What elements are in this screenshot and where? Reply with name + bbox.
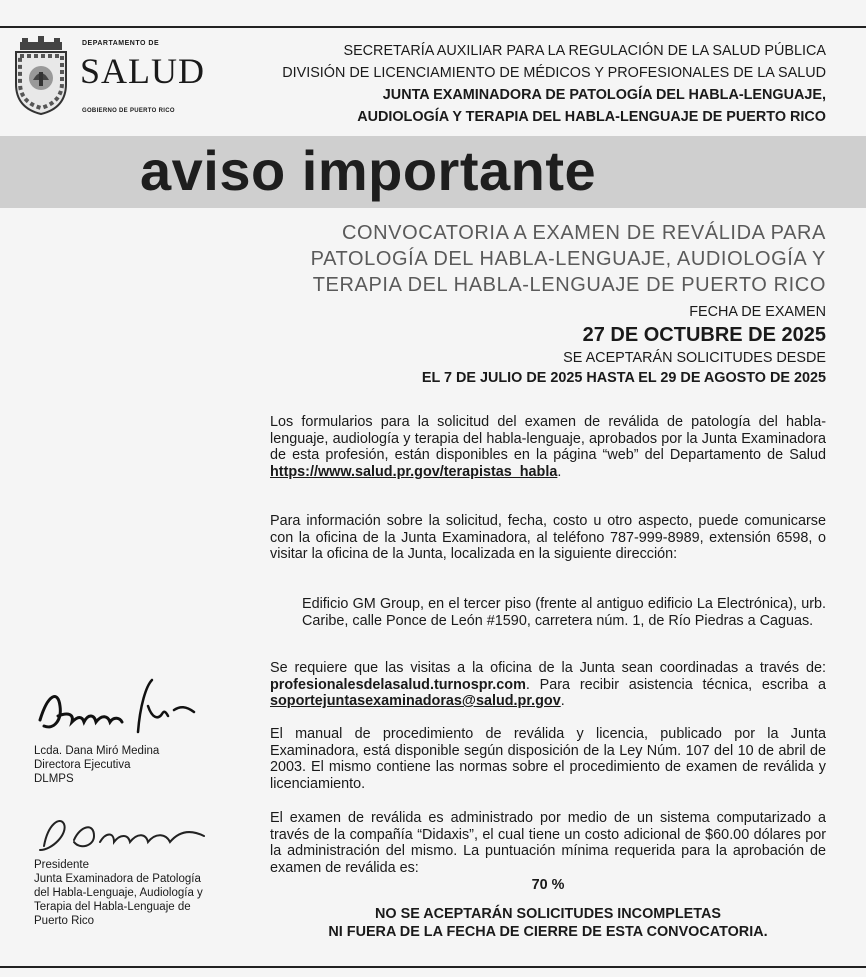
support-email-link[interactable]: soportejuntasexaminadoras@salud.pr.gov [270,693,561,709]
bottom-rule [0,966,866,968]
logo-name: SALUD [80,51,206,91]
signature-president [34,812,224,858]
paragraph-exam [270,810,826,876]
director-name: Lcda. Dana Miró Medina [34,745,160,757]
logo-department: DEPARTAMENTO DE [82,40,160,47]
paragraph-forms-end: . [557,463,562,480]
top-rule [0,26,866,28]
warning-line-1: NO SE ACEPTARÁN SOLICITUDES INCOMPLETAS [375,906,721,922]
signature-director [34,676,204,740]
director-org: DLMPS [34,773,74,785]
office-address [302,596,826,629]
convocatoria-line-3: TERAPIA DEL HABLA-LENGUAJE DE PUERTO RICO [312,274,826,296]
president-title: Presidente [34,859,89,871]
warning-line-2: NI FUERA DE LA FECHA DE CIERRE DE ESTA CONVOCATORIA. [328,924,768,940]
exam-date: 27 DE OCTUBRE DE 2025 [582,324,826,346]
director-block [34,744,159,786]
exam-dates [422,302,826,388]
agency-header [282,40,826,128]
paragraph-contact [270,513,826,563]
convocatoria-line-1: CONVOCATORIA A EXAMEN DE REVÁLIDA PARA [341,222,826,244]
logo-government: GOBIERNO DE PUERTO RICO [82,108,175,114]
president-org-line-4: Puerto Rico [34,915,95,927]
paragraph-manual-text: El manual de procedimiento de reválida y licencia, publicado por la Junta Examinadora, está disponible según disposición de la Ley Núm. 107 del 10 de abril de 2003. El mismo contiene las normas sobre el procedimiento de examen de reválida y licenciamiento. [270,726,826,792]
paragraph-visits-text: Se requiere que las visitas a la oficina de la Junta sean coordinadas a través de: [270,660,826,676]
president-org-line-2: del Habla-Lenguaje, Audiología y [34,887,203,899]
warning-block [270,905,826,941]
paragraph-forms-text: Los formularios para la solicitud del examen de reválida de patología del habla-lenguaje, audiología y terapia del habla-lenguaje, aprobados por la Junta Examinadora de esta profesión, están disponibles en la página “web” del Departamento de Salud [270,414,826,463]
header-line-1: SECRETARÍA AUXILIAR PARA LA REGULACIÓN DE LA SALUD PÚBLICA [343,43,826,59]
coat-of-arms-icon [12,36,70,116]
header-line-2: DIVISIÓN DE LICENCIAMIENTO DE MÉDICOS Y PROFESIONALES DE LA SALUD [282,65,826,81]
president-org-line-1: Junta Examinadora de Patología [34,873,201,885]
banner-title: aviso importante [140,139,597,202]
forms-link[interactable]: https://www.salud.pr.gov/terapistas_habla [270,463,558,480]
appointments-link[interactable]: profesionalesdelasalud.turnospr.com [270,676,526,693]
paragraph-visits-mid: . Para recibir asistencia técnica, escriba a [525,676,826,693]
paragraph-visits-end: . [560,693,565,709]
director-title: Directora Ejecutiva [34,759,131,771]
paragraph-contact-text: Para información sobre la solicitud, fecha, costo u otro aspecto, puede comunicarse con la oficina de la Junta Examinadora, al teléfono 787-999-8989, extensión 6598, o visitar la oficina de la Junta, localizada en la siguiente dirección: [270,513,826,562]
header-line-4: AUDIOLOGÍA Y TERAPIA DEL HABLA-LENGUAJE DE PUERTO RICO [357,109,826,125]
exam-date-label: FECHA DE EXAMEN [689,304,826,320]
convocatoria-heading [311,220,826,298]
header-line-3: JUNTA EXAMINADORA DE PATOLOGÍA DEL HABLA-LENGUAJE, [382,87,826,103]
convocatoria-line-2: PATOLOGÍA DEL HABLA-LENGUAJE, AUDIOLOGÍA Y [310,248,826,270]
president-block [34,858,203,928]
accept-range: EL 7 DE JULIO DE 2025 HASTA EL 29 DE AGOSTO DE 2025 [421,370,826,386]
paragraph-exam-text: El examen de reválida es administrado por medio de un sistema computarizado a través de la compañía “Didaxis”, el cual tiene un costo adicional de $60.00 dólares por la administración del mismo. La puntuación mínima requerida para la aprobación de examen de reválida es: [270,810,826,876]
accept-label: SE ACEPTARÁN SOLICITUDES DESDE [563,350,826,366]
president-org-line-3: Terapia del Habla-Lenguaje de [34,901,191,913]
paragraph-manual [270,726,826,792]
paragraph-forms [270,414,826,480]
office-address-text: Edificio GM Group, en el tercer piso (frente al antiguo edificio La Electrónica), urb. Caribe, calle Ponce de León #1590, carretera núm. 1, de Río Piedras a Caguas. [302,596,826,629]
paragraph-visits [270,660,826,710]
salud-logo [12,36,206,116]
passing-score: 70 % [531,877,565,893]
